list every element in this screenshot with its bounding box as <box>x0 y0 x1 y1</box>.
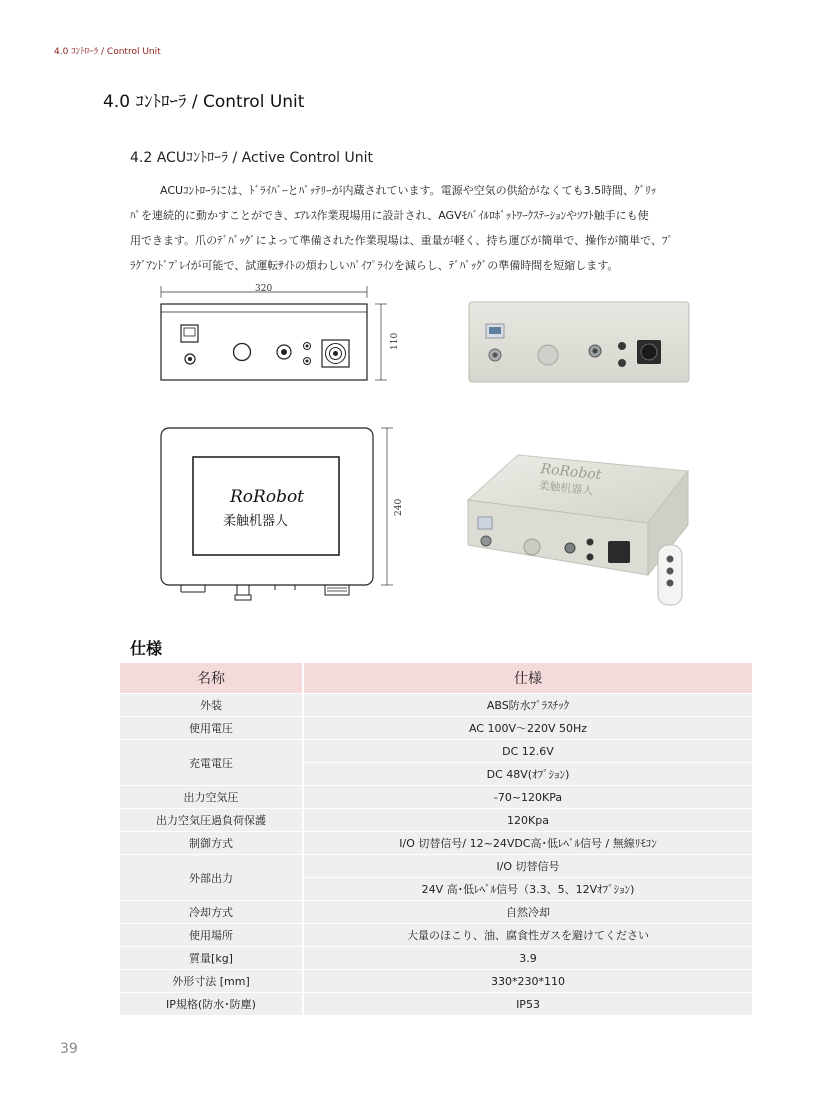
row-value: -70~120KPa <box>303 786 753 809</box>
col-spec-header: 仕様 <box>303 663 753 694</box>
table-row <box>120 993 753 1016</box>
row-name: 使用場所 <box>120 924 303 947</box>
row-name: 使用電圧 <box>120 717 303 740</box>
row-value: DC 12.6V <box>303 740 753 763</box>
table-header-row <box>120 663 753 694</box>
section-title: 4.0 ｺﾝﾄﾛｰﾗ / Control Unit <box>103 92 305 112</box>
logo-text: RoRobot <box>230 487 305 507</box>
table-row <box>120 855 753 878</box>
logo-subtext: 柔触机器人 <box>223 514 289 529</box>
row-name: 外形寸法 [mm] <box>120 970 303 993</box>
spec-table <box>120 663 754 1016</box>
row-value: 大量のほこり、油、腐食性ガスを避けてください <box>303 924 753 947</box>
table-row <box>120 970 753 993</box>
body-line: ﾗｸﾞｱﾝﾄﾞﾌﾟﾚｲが可能で、試運転ｻｲﾄの煩わしいﾊﾟｲﾌﾟﾗｲﾝを減らし、ﾃﾞﾊﾞｯｸﾞの準備時間を短縮します。 <box>130 259 619 272</box>
table-row <box>120 947 753 970</box>
col-name-header: 名称 <box>120 663 303 694</box>
body-line: ﾊﾟを連続的に動かすことができ、ｴｱﾚｽ作業現場用に設計され、AGVﾓﾊﾞｲﾙﾛﾎﾞｯﾄﾜｰｸｽﾃｰｼｮﾝやｿﾌﾄ触手にも使 <box>130 209 649 222</box>
table-row <box>120 740 753 763</box>
front-panel-photo <box>468 300 690 384</box>
photo-logo-subtext: 柔触机器人 <box>537 478 594 498</box>
top-view-drawing <box>155 420 415 610</box>
row-value: 120Kpa <box>303 809 753 832</box>
row-name: 冷却方式 <box>120 901 303 924</box>
table-row <box>120 924 753 947</box>
row-value: DC 48V(ｵﾌﾟｼｮﾝ) <box>303 763 753 786</box>
table-row <box>120 786 753 809</box>
table-row <box>120 809 753 832</box>
row-value: IP53 <box>303 993 753 1016</box>
row-value: 24V 高･低ﾚﾍﾞﾙ信号（3.3、5、12Vｵﾌﾟｼｮﾝ) <box>303 878 753 901</box>
front-view-drawing <box>155 280 405 390</box>
row-name: 質量[kg] <box>120 947 303 970</box>
front-width-label: 320 <box>255 284 273 294</box>
row-value: I/O 切替信号/ 12~24VDC高･低ﾚﾍﾞﾙ信号 / 無線ﾘﾓｺﾝ <box>303 832 753 855</box>
row-name: 出力空気圧 <box>120 786 303 809</box>
row-name: 制御方式 <box>120 832 303 855</box>
row-name: 外装 <box>120 694 303 717</box>
page-number: 39 <box>60 1041 78 1057</box>
running-header: 4.0 ｺﾝﾄﾛｰﾗ / Control Unit <box>54 47 161 57</box>
unit-photo <box>458 445 708 610</box>
row-value: ABS防水ﾌﾟﾗｽﾁｯｸ <box>303 694 753 717</box>
top-height-label: 240 <box>394 498 404 516</box>
photo-logo-text: RoRobot <box>539 461 603 484</box>
row-name: IP規格(防水･防塵) <box>120 993 303 1016</box>
front-height-label: 110 <box>390 332 400 350</box>
spec-heading: 仕様 <box>130 639 163 658</box>
row-value: 330*230*110 <box>303 970 753 993</box>
row-name: 外部出力 <box>120 855 303 901</box>
body-line: 用できます。爪のﾃﾞﾊﾞｯｸﾞによって準備された作業現場は、重量が軽く、持ち運びが簡単で、操作が簡単で、ﾌﾟ <box>130 234 673 247</box>
table-row <box>120 717 753 740</box>
table-row <box>120 901 753 924</box>
row-name: 出力空気圧過負荷保護 <box>120 809 303 832</box>
body-line: ACUｺﾝﾄﾛｰﾗには、ﾄﾞﾗｲﾊﾞｰとﾊﾞｯﾃﾘｰが内蔵されています。電源や空気の供給がなくても3.5時間、ｸﾞﾘｯ <box>160 184 657 197</box>
row-value: 3.9 <box>303 947 753 970</box>
row-value: 自然冷却 <box>303 901 753 924</box>
table-row <box>120 694 753 717</box>
body-paragraph <box>130 178 730 278</box>
table-row <box>120 832 753 855</box>
subsection-title: 4.2 ACUｺﾝﾄﾛｰﾗ / Active Control Unit <box>130 150 373 166</box>
row-value: AC 100V～220V 50Hz <box>303 717 753 740</box>
row-name: 充電電圧 <box>120 740 303 786</box>
row-value: I/O 切替信号 <box>303 855 753 878</box>
